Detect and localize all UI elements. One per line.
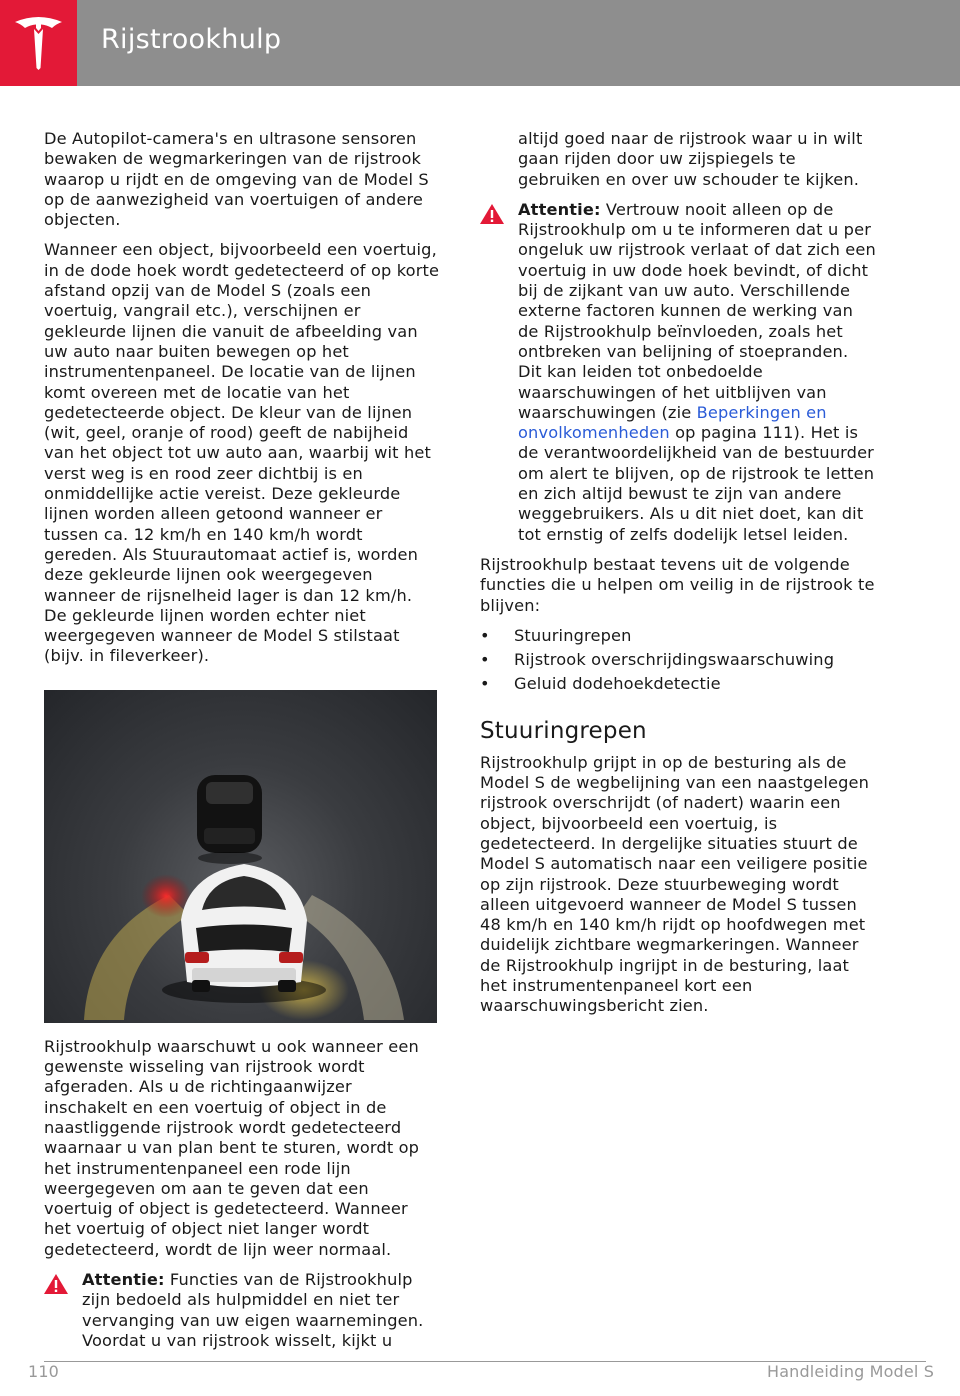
warning-label: Attentie: (518, 199, 601, 219)
paragraph-intro: De Autopilot-camera's en ultrasone sensoren bewaken de wegmarkeringen van de rijstrook waarop u rijdt en de omgeving van de Model S op de aanwezigheid van voertuigen of andere objecten. (44, 129, 429, 230)
paragraph-colored-lines: Wanneer een object, bijvoorbeeld een voertuig, in de dode hoek wordt gedetecteerd of op korte afstand opzij van de Model S (zoals een voertuig, vangrail etc.), verschijnen er gekleurde lijnen die vanuit de afbeelding van uw auto naar buiten bewegen op het instrumentenpaneel. De locatie van de lijnen komt overeen met de locatie van het gedetecteerde object. De kleur van de lijnen (wit, geel, oranje of rood) geeft de nabijheid van het object tot uw auto aan, waarbij wit het verst weg is en rood zeer dichtbij is en onmiddellijke actie vereist. Deze gekleurde lijnen worden alleen getoond wanneer er tussen ca. 12 km/h en 140 km/h wordt gereden. Als Stuurautomaat actief is, worden deze gekleurde lijnen ook weergegeven wanneer de rijsnelheid lager is dan 12 km/h. De gekleurde lijnen worden echter niet weergegeven wanneer de Model S stilstaat (bijv. in fileverkeer). (44, 240, 440, 666)
tesla-logo-icon (12, 16, 65, 70)
warning-triangle-icon (479, 203, 505, 225)
warning-block-right (480, 200, 876, 545)
brand-logo (0, 0, 77, 86)
warning-text-after-link: op pagina 111). Het is de verantwoordelijkheid van de bestuurder om alert te blijven, op de rijstrook te letten en zich altijd bewust te zijn van andere weggebruikers. Als u dit niet doet, kan dit tot ernstig of zelfs dodelijk letsel leiden. (518, 423, 875, 544)
left-column (44, 129, 440, 1361)
page-number: 110 (28, 1362, 59, 1381)
list-item: • Stuuringrepen (480, 626, 876, 646)
list-item: • Rijstrook overschrijdingswaarschuwing (480, 650, 876, 670)
page-title: Rijstrookhulp (101, 24, 282, 55)
paragraph-lane-change: Rijstrookhulp waarschuwt u ook wanneer een gewenste wisseling van rijstrook wordt afgeraden. Als u de richtingaanwijzer inschakelt en een voertuig of object in de naastliggende rijstrook wordt gedetecteerd waarnaar u van plan bent te sturen, wordt op het instrumentenpaneel een rode lijn weergegeven om aan te geven dat een voertuig of object is gedetecteerd. Wanneer het voertuig of object niet langer wordt gedetecteerd, wordt de lijn weer normaal. (44, 1036, 420, 1259)
warning-continuation: altijd goed naar de rijstrook waar u in wilt gaan rijden door uw zijspiegels te gebruiken en over uw schouder te kijken. (518, 129, 863, 189)
list-item: • Geluid dodehoekdetectie (480, 674, 876, 694)
warning-triangle-icon (43, 1273, 69, 1295)
page-header (0, 0, 960, 86)
right-column (480, 129, 876, 1027)
paragraph-steering-intervention: Rijstrookhulp grijpt in op de besturing als de Model S de wegbelijning van een naastgelegen rijstrook overschrijdt (of nadert) waarin een object, bijvoorbeeld een voertuig, is gedetecteerd. In dergelijke situaties stuurt de Model S automatisch naar een veiligere positie op zijn rijstrook. Deze stuurbeweging wordt alleen uitgevoerd wanneer de Model S tussen 48 km/h en 140 km/h rijdt op hoofdwegen met duidelijk zichtbare wegmarkeringen. Wanneer de Rijstrookhulp ingrijpt in de besturing, laat het instrumentenpaneel kort een waarschuwingsbericht zien. (480, 752, 870, 1016)
paragraph-functions-intro: Rijstrookhulp bestaat tevens uit de volgende functies die u helpen om veilig in de rijstrook te blijven: (480, 554, 875, 615)
warning-block-left (44, 1270, 440, 1351)
warning-label: Attentie: (82, 1269, 165, 1289)
warning-text: Functies van de Rijstrookhulp zijn bedoeld als hulpmiddel en niet ter vervanging van uw eigen waarnemingen. Voordat u van rijstrook wisselt, kijkt u (82, 1269, 424, 1350)
car-blind-spot-image (44, 690, 437, 1023)
manual-title: Handleiding Model S (767, 1362, 934, 1381)
blind-spot-illustration (44, 690, 437, 1023)
warning-text: Vertrouw nooit alleen op de Rijstrookhulp om u te informeren dat u per ongeluk uw rijstrook verlaat of dat zich een voertuig in uw dode hoek bevindt, of dicht bij de zijkant van uw auto. Verschillende externe factoren kunnen de werking van de Rijstrookhulp beïnvloeden, zoals het ontbreken van belijning of stoepranden. Dit kan leiden tot onbedoelde waarschuwingen of het uitblijven van waarschuwingen (zie (518, 199, 876, 422)
limitations-link[interactable]: Beperkingen en onvolkomenheden (518, 402, 827, 443)
section-heading-stuuringrepen: Stuuringrepen (480, 717, 647, 744)
other-car (197, 775, 262, 864)
function-list (480, 626, 876, 695)
